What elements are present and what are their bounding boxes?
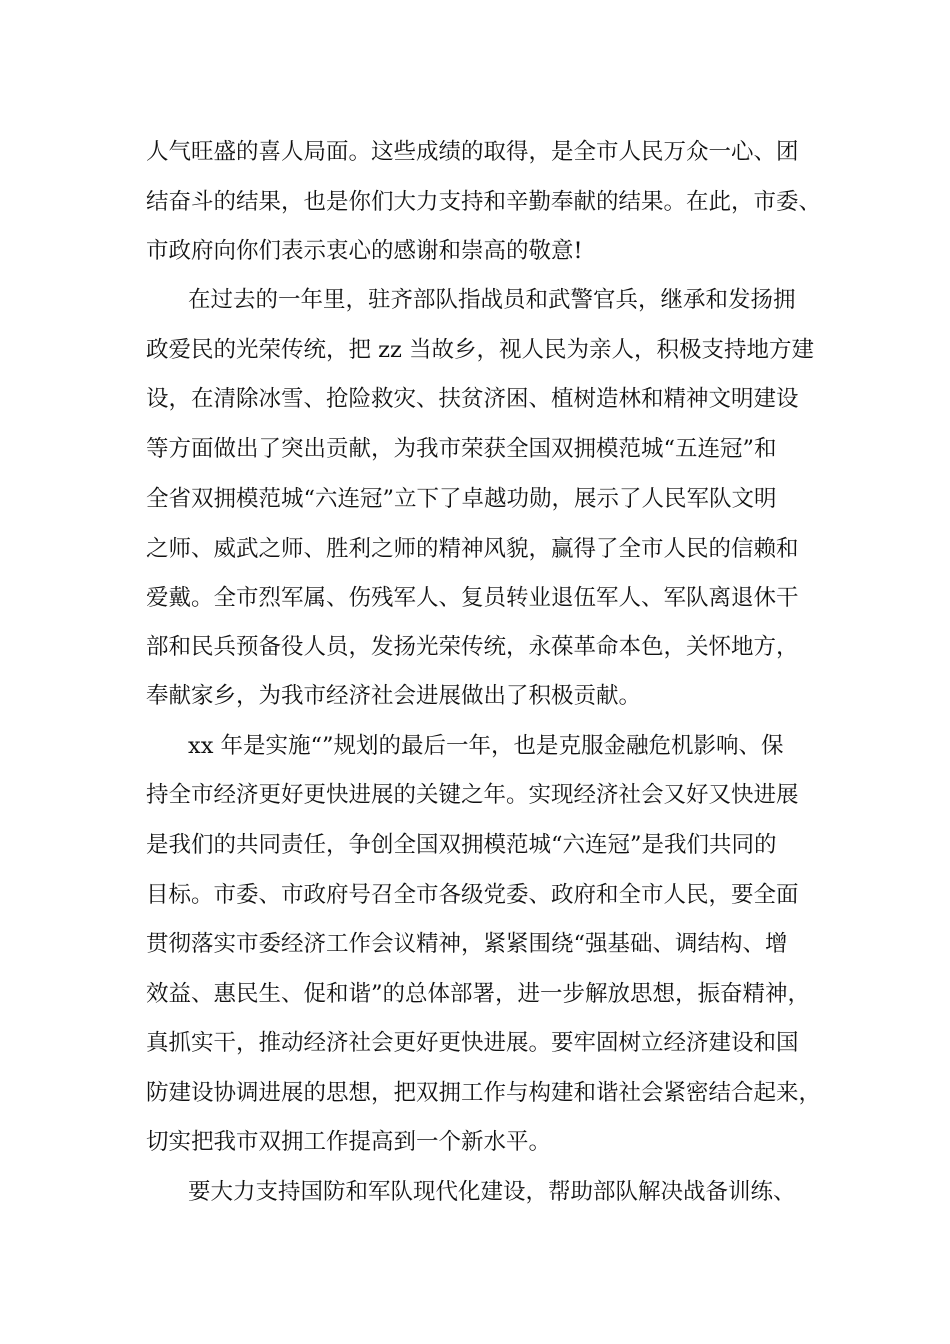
paragraph-first-line: 在过去的一年里，驻齐部队指战员和武警官兵，继承和发扬拥 xyxy=(188,287,796,313)
paragraph-first-line: 要大力支持国防和军队现代化建设，帮助部队解决战备训练、 xyxy=(188,1179,796,1205)
text-line: 部和民兵预备役人员，发扬光荣传统，永葆革命本色，关怀地方， xyxy=(146,634,799,660)
text-line: 设，在清除冰雪、抢险救灾、扶贫济困、植树造林和精神文明建设 xyxy=(146,386,799,412)
text-line: 真抓实干，推动经济社会更好更快进展。要牢固树立经济建设和国 xyxy=(146,1030,799,1056)
text-line: 等方面做出了突出贡献，为我市荣获全国双拥模范城“五连冠”和 xyxy=(146,436,777,462)
text-line: 效益、惠民生、促和谐”的总体部署，进一步解放思想，振奋精神， xyxy=(146,981,811,1007)
text-line: 全省双拥模范城“六连冠”立下了卓越功勋，展示了人民军队文明 xyxy=(146,486,777,512)
text-line: 市政府向你们表示衷心的感谢和崇高的敬意! xyxy=(146,238,583,264)
text-line: 之师、威武之师、胜利之师的精神风貌，赢得了全市人民的信赖和 xyxy=(146,536,799,562)
text-line: 人气旺盛的喜人局面。这些成绩的取得，是全市人民万众一心、团 xyxy=(146,139,799,165)
text-line: 政爱民的光荣传统，把 zz 当故乡，视人民为亲人，积极支持地方建 xyxy=(146,337,815,363)
text-line: 结奋斗的结果，也是你们大力支持和辛勤奉献的结果。在此，市委、 xyxy=(146,189,822,215)
text-line: 切实把我市双拥工作提高到一个新水平。 xyxy=(146,1129,552,1155)
text-line: 持全市经济更好更快进展的关键之年。实现经济社会又好又快进展 xyxy=(146,782,799,808)
text-line: 是我们的共同责任，争创全国双拥模范城“六连冠”是我们共同的 xyxy=(146,832,777,858)
text-line: 贯彻落实市委经济工作会议精神，紧紧围绕“强基础、调结构、增 xyxy=(146,931,788,957)
text-line: 防建设协调进展的思想，把双拥工作与构建和谐社会紧密结合起来， xyxy=(146,1080,822,1106)
text-line: 爱戴。全市烈军属、伤残军人、复员转业退伍军人、军队离退休干 xyxy=(146,585,799,611)
paragraph-first-line: xx 年是实施“”规划的最后一年，也是克服金融危机影响、保 xyxy=(188,733,784,759)
text-line: 目标。市委、市政府号召全市各级党委、政府和全市人民，要全面 xyxy=(146,882,799,908)
text-line: 奉献家乡，为我市经济社会进展做出了积极贡献。 xyxy=(146,683,642,709)
